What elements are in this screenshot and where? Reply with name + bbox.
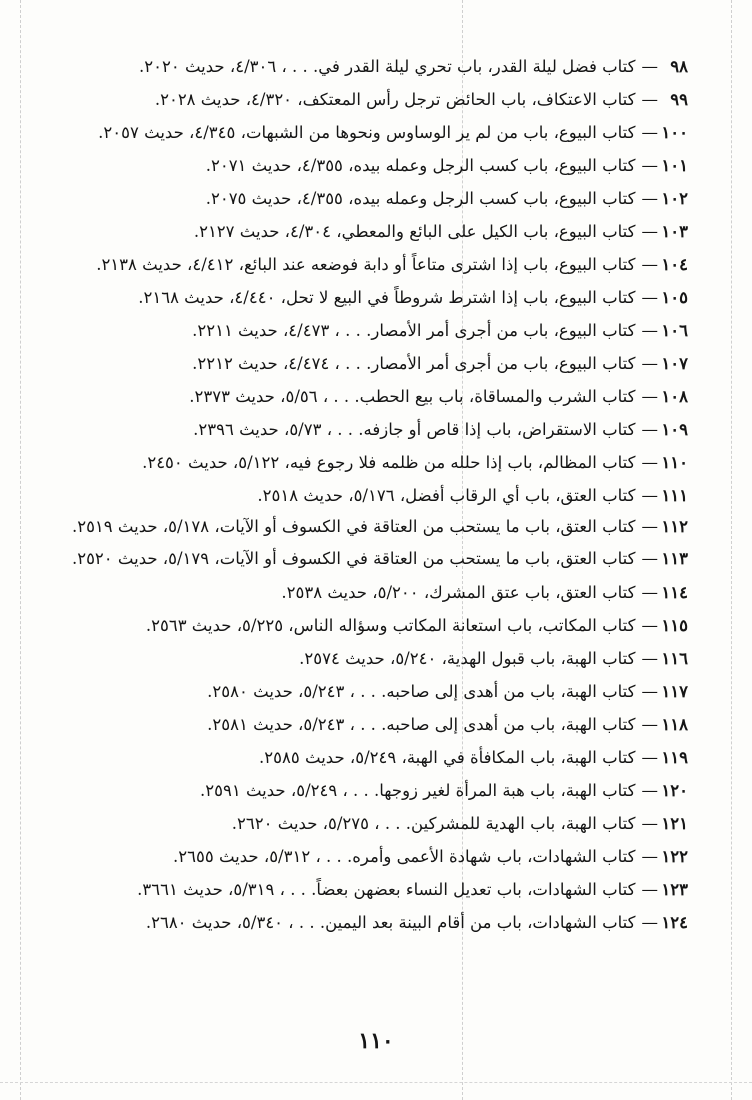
entry-number: ١٢٢ [661,847,688,866]
hadith-reference-list [40,50,688,939]
list-item [40,708,688,741]
entry-dash: — [641,123,658,142]
entry-number: ١٠٩ [661,420,688,439]
list-item [40,840,688,873]
entry-dash: — [641,453,658,472]
entry-dash: — [641,549,658,568]
entry-dash: — [641,387,658,406]
entry-number: ١٠٨ [661,387,688,406]
entry-number: ١٠١ [661,156,688,175]
entry-dash: — [641,321,658,340]
entry-dash: — [641,913,658,932]
entry-number: ١١٨ [661,715,688,734]
entry-number: ١٠٣ [661,222,688,241]
entry-text: كتاب البيوع، باب إذا اشترط شروطاً في البيع لا تحل، ٤/٤٤٠، حديث ٢١٦٨. [138,288,636,307]
entry-dash: — [641,814,658,833]
entry-number: ١٢٠ [661,781,688,800]
entry-number: ١١٥ [661,616,688,635]
entry-text: كتاب الهبة، باب المكافأة في الهبة، ٥/٢٤٩، حديث ٢٥٨٥. [259,748,636,767]
entry-dash: — [641,222,658,241]
list-item [40,83,688,116]
entry-text: كتاب العتق، باب ما يستحب من العتاقة في الكسوف أو الآيات، ٥/١٧٩، حديث ٢٥٢٠. [71,549,636,568]
list-item [40,642,688,675]
entry-dash: — [641,583,658,602]
entry-text: كتاب العتق، باب ما يستحب من العتاقة في الكسوف أو الآيات، ٥/١٧٨، حديث ٢٥١٩. [71,517,636,536]
scan-guide-line [731,0,732,1100]
list-item [40,149,688,182]
entry-text: كتاب الاعتكاف، باب الحائض ترجل رأس المعتكف، ٤/٣٢٠، حديث ٢٠٢٨. [154,90,636,109]
entry-dash: — [641,847,658,866]
page-number: ١١٠ [358,1028,394,1054]
entry-text: كتاب المكاتب، باب استعانة المكاتب وسؤاله الناس، ٥/٢٢٥، حديث ٢٥٦٣. [145,616,636,635]
entry-number: ١١١ [661,486,688,505]
list-item [40,512,688,541]
entry-text: كتاب البيوع، باب من أجرى أمر الأمصار. . . ، ٤/٤٧٤، حديث ٢٢١٢. [192,354,636,373]
entry-text: كتاب الشهادات، باب تعديل النساء بعضهن بعضاً. . . ، ٥/٣١٩، حديث ٣٦٦١. [137,880,636,899]
entry-number: ١٠٦ [661,321,688,340]
entry-dash: — [641,288,658,307]
entry-number: ١٠٠ [661,123,688,142]
list-item [40,314,688,347]
entry-dash: — [641,189,658,208]
entry-dash: — [641,715,658,734]
entry-dash: — [641,255,658,274]
list-item [40,807,688,840]
entry-dash: — [641,486,658,505]
list-item [40,281,688,314]
list-item [40,380,688,413]
entry-number: ١٢٤ [661,913,688,932]
list-item [40,182,688,215]
entry-text: كتاب البيوع، باب من أجرى أمر الأمصار. . . ، ٤/٤٧٣، حديث ٢٢١١. [192,321,636,340]
entry-text: كتاب الشهادات، باب شهادة الأعمى وأمره. . . ، ٥/٣١٢، حديث ٢٦٥٥. [173,847,636,866]
list-item [40,873,688,906]
entry-number: ١٠٢ [661,189,688,208]
entry-dash: — [641,616,658,635]
entry-number: ١١٧ [661,682,688,701]
entry-dash: — [641,748,658,767]
entry-text: كتاب البيوع، باب الكيل على البائع والمعطي، ٤/٣٠٤، حديث ٢١٢٧. [193,222,636,241]
entry-text: كتاب الاستقراض، باب إذا قاص أو جازفه. . . ، ٥/٧٣، حديث ٢٣٩٦. [193,420,636,439]
list-item [40,413,688,446]
entry-text: كتاب الهبة، باب قبول الهدية، ٥/٢٤٠، حديث ٢٥٧٤. [299,649,636,668]
list-item [40,446,688,479]
entry-number: ١٠٧ [661,354,688,373]
entry-text: كتاب البيوع، باب إذا اشترى متاعاً أو دابة فوضعه عند البائع، ٤/٤١٢، حديث ٢١٣٨. [96,255,636,274]
list-item [40,906,688,939]
list-item [40,347,688,380]
list-item [40,50,688,83]
list-item [40,675,688,708]
entry-dash: — [641,354,658,373]
list-item [40,248,688,281]
entry-dash: — [641,420,658,439]
entry-text: كتاب فضل ليلة القدر، باب تحري ليلة القدر في. . . ، ٤/٣٠٦، حديث ٢٠٢٠. [139,57,636,76]
entry-text: كتاب المظالم، باب إذا حلله من ظلمه فلا رجوع فيه، ٥/١٢٢، حديث ٢٤٥٠. [142,453,636,472]
entry-number: ١١٠ [661,453,688,472]
list-item [40,576,688,609]
list-item [40,741,688,774]
entry-dash: — [641,880,658,899]
entry-text: كتاب الشهادات، باب من أقام البينة بعد اليمين. . . ، ٥/٣٤٠، حديث ٢٦٨٠. [145,913,636,932]
entry-text: كتاب الهبة، باب من أهدى إلى صاحبه. . . ، ٥/٢٤٣، حديث ٢٥٨١. [207,715,636,734]
entry-text: كتاب البيوع، باب كسب الرجل وعمله بيده، ٤/٣٥٥، حديث ٢٠٧٥. [205,189,636,208]
entry-number: ١٢٣ [661,880,688,899]
scan-guide-line [0,1082,752,1083]
list-item [40,215,688,248]
entry-text: كتاب البيوع، باب من لم ير الوساوس ونحوها من الشبهات، ٤/٣٤٥، حديث ٢٠٥٧. [98,123,636,142]
list-item [40,774,688,807]
entry-dash: — [641,649,658,668]
entry-number: ١٠٤ [661,255,688,274]
list-item [40,479,688,512]
entry-text: كتاب العتق، باب عتق المشرك، ٥/٢٠٠، حديث ٢٥٣٨. [281,583,636,602]
entry-number: ١١٣ [661,549,688,568]
entry-number: ١١٦ [661,649,688,668]
entry-dash: — [641,517,658,536]
entry-number: ١١٢ [661,517,688,536]
entry-number: ١١٤ [661,583,688,602]
entry-text: كتاب الهبة، باب الهدية للمشركين. . . ، ٥/٢٧٥، حديث ٢٦٢٠. [231,814,636,833]
entry-text: كتاب الشرب والمساقاة، باب بيع الحطب. . . ، ٥/٥٦، حديث ٢٣٧٣. [189,387,636,406]
entry-dash: — [641,156,658,175]
scan-guide-line [20,0,21,1100]
entry-number: ١٠٥ [661,288,688,307]
entry-dash: — [641,57,658,76]
entry-text: كتاب الهبة، باب هبة المرأة لغير زوجها. . . ، ٥/٢٤٩، حديث ٢٥٩١. [200,781,636,800]
entry-number: ٩٩ [670,90,688,109]
entry-dash: — [641,781,658,800]
entry-number: ٩٨ [670,57,688,76]
entry-text: كتاب الهبة، باب من أهدى إلى صاحبه. . . ، ٥/٢٤٣، حديث ٢٥٨٠. [207,682,636,701]
list-item [40,544,688,573]
entry-text: كتاب العتق، باب أي الرقاب أفضل، ٥/١٧٦، حديث ٢٥١٨. [257,486,636,505]
entry-number: ١١٩ [661,748,688,767]
entry-dash: — [641,682,658,701]
entry-dash: — [641,90,658,109]
list-item [40,609,688,642]
list-item [40,116,688,149]
entry-number: ١٢١ [661,814,688,833]
entry-text: كتاب البيوع، باب كسب الرجل وعمله بيده، ٤/٣٥٥، حديث ٢٠٧١. [205,156,636,175]
